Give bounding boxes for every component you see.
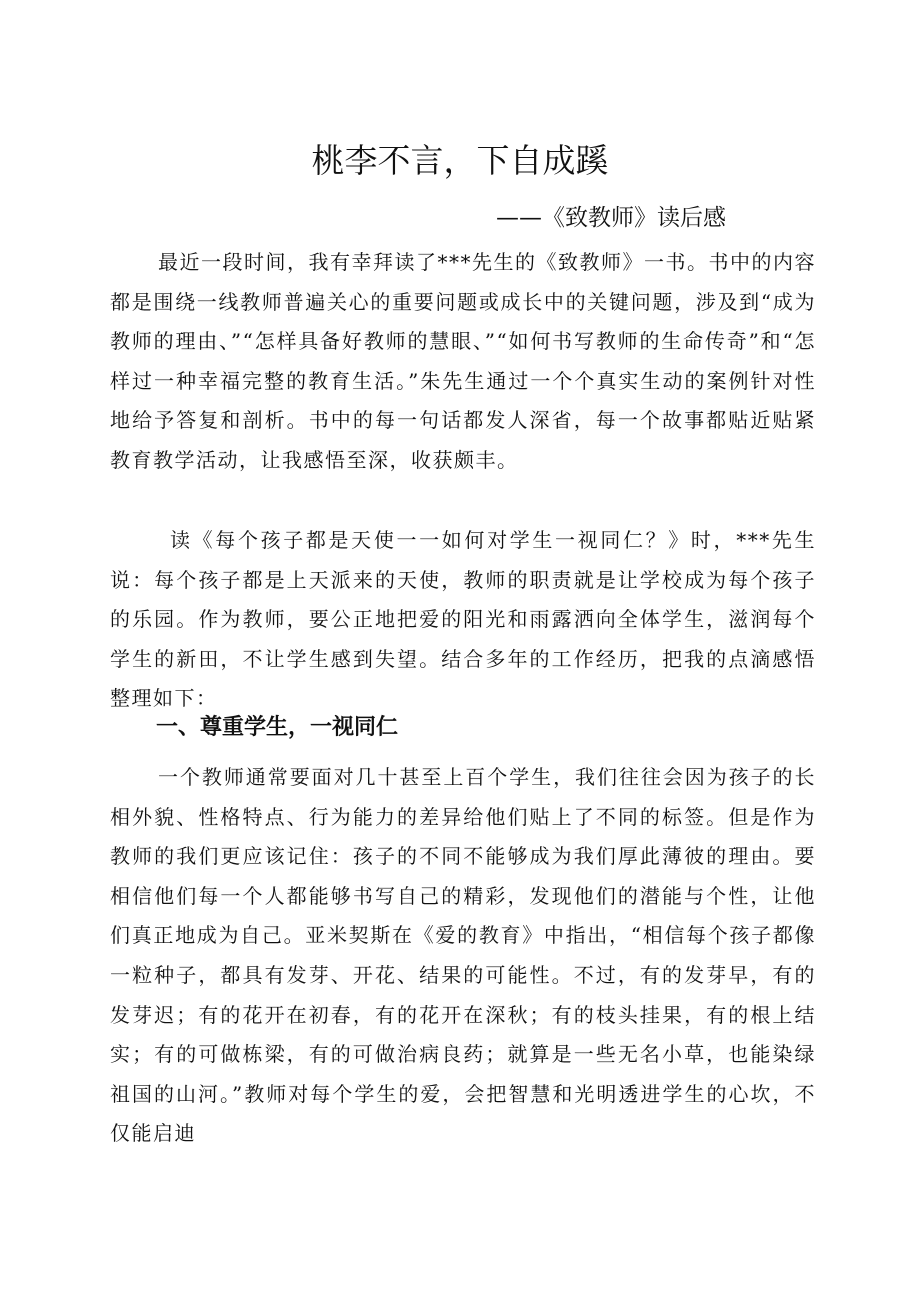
- document-title: 桃李不言，下自成蹊: [311, 141, 609, 180]
- paragraph-section1: 一个教师通常要面对几十甚至上百个学生，我们往往会因为孩子的长相外貌、性格特点、行为能力的差异给他们贴上了不同的标签。但是作为教师的我们更应该记住：孩子的不同不能够成为我们厚此薄彼的理由。要相信他们每一个人都能够书写自己的精彩，发现他们的潜能与个性，让他们真正地成为自己。亚米契斯在《爱的教育》中指出，“相信每个孩子都像一粒种子，都具有发芽、开花、结果的可能性。不过，有的发芽早，有的发芽迟；有的花开在初春，有的花开在深秋；有的枝头挂果，有的根上结实；有的可做栋梁，有的可做治病良药；就算是一些无名小草，也能染绿祖国的山河。”教师对每个学生的爱，会把智慧和光明透进学生的心坎，不仅能启迪: [110, 765, 816, 1146]
- document-subtitle: ——《致教师》读后感: [496, 205, 726, 231]
- paragraph-reading: 读《每个孩子都是天使一一如何对学生一视同仁？》时，***先生说：每个孩子都是上天派来的天使，教师的职责就是让学校成为每个孩子的乐园。作为教师，要公正地把爱的阳光和雨露洒向全体学生，滋润每个学生的新田，不让学生感到失望。结合多年的工作经历，把我的点滴感悟整理如下：: [110, 528, 816, 711]
- section-heading: 一、尊重学生，一视同仁: [156, 715, 399, 740]
- paragraph-intro: 最近一段时间，我有幸拜读了***先生的《致教师》一书。书中的内容都是围绕一线教师普遍关心的重要问题或成长中的关键问题，涉及到“成为教师的理由、”“怎样具备好教师的慧眼、”“如何书写教师的生命传奇”和“怎样过一种幸福完整的教育生活。”朱先生通过一个个真实生动的案例针对性地给予答复和剖析。书中的每一句话都发人深省，每一个故事都贴近贴紧教育教学活动，让我感悟至深，收获颇丰。: [110, 250, 816, 472]
